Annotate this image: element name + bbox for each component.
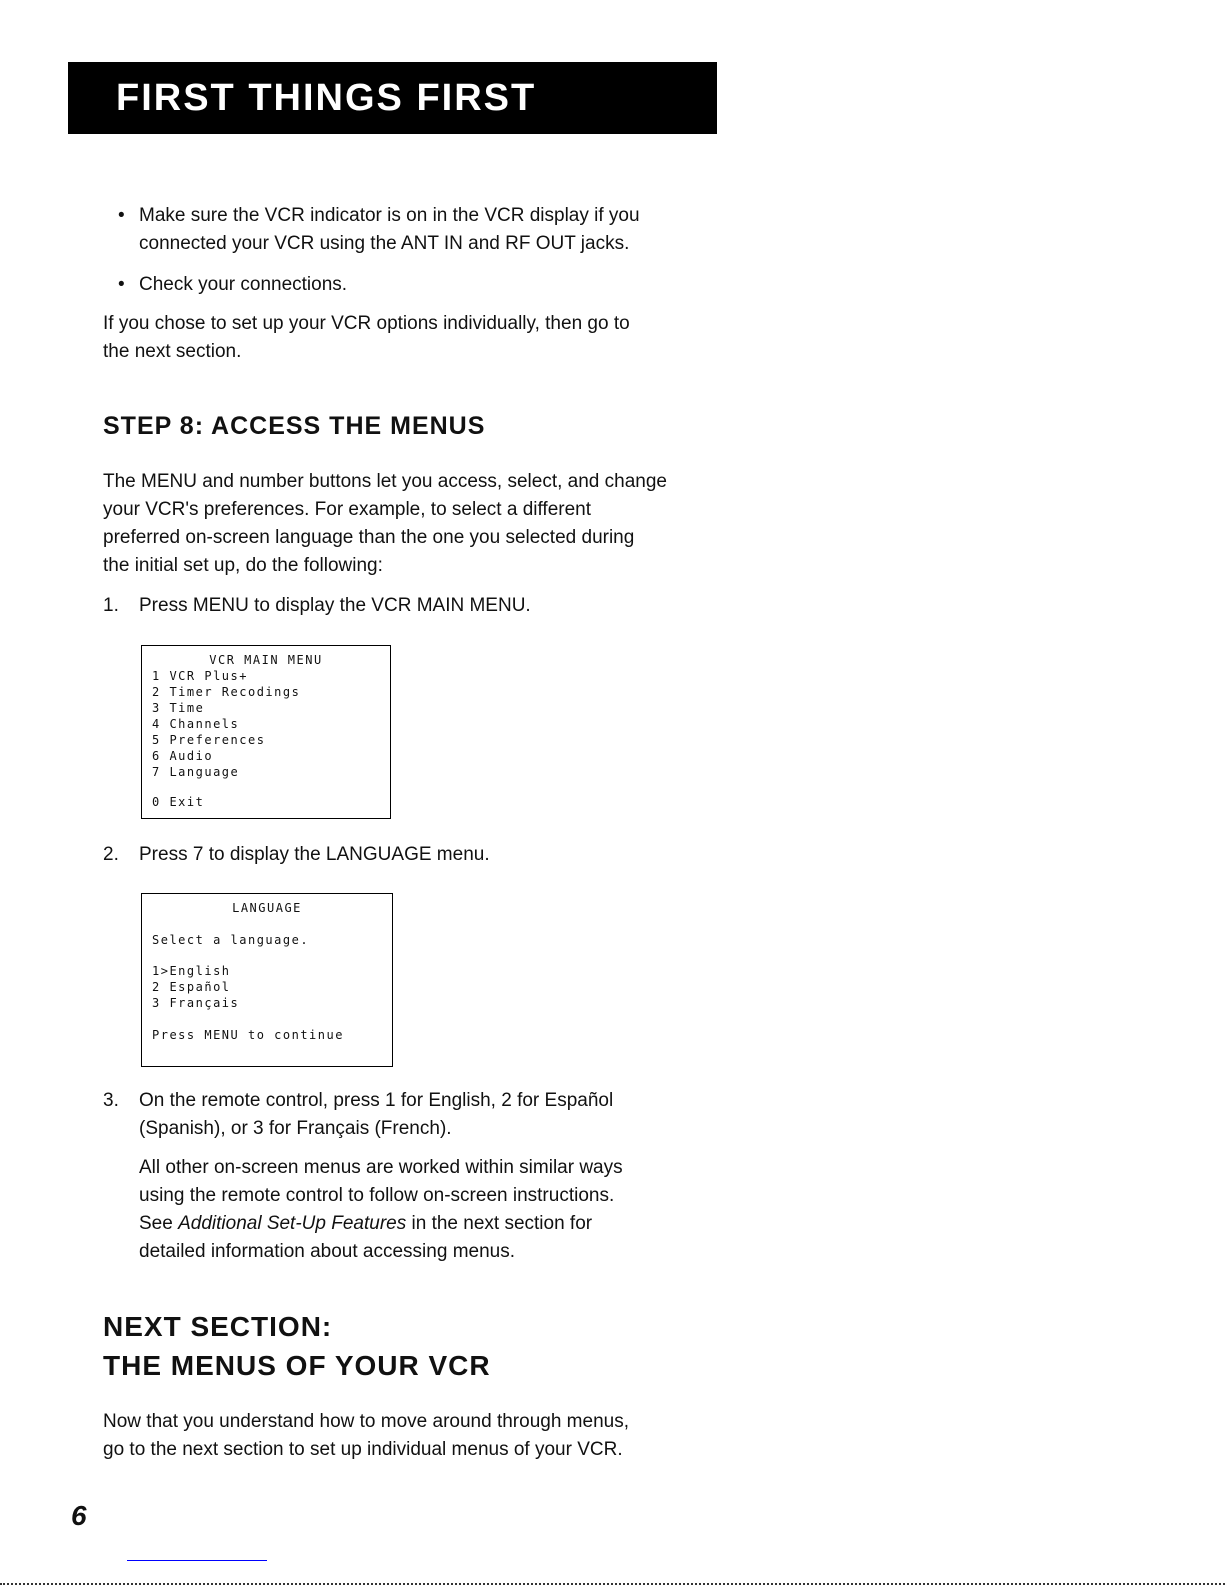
menu-item: 4 Channels [152, 717, 240, 731]
menu-item: 3 Time [152, 701, 205, 715]
intro-paragraph [103, 310, 630, 366]
page-number: 6 [71, 1500, 87, 1531]
heading-line: THE MENUS OF YOUR VCR [103, 1350, 491, 1381]
text-line [139, 1210, 759, 1238]
text-line: using the remote control to follow on-screen instructions. [139, 1185, 615, 1206]
step-text: Press 7 to display the LANGUAGE menu. [139, 844, 490, 865]
note-paragraph [139, 1154, 759, 1266]
text-span: in the next section for [406, 1213, 593, 1234]
menu-item: 6 Audio [152, 749, 214, 763]
text-line: Make sure the VCR indicator is on in the VCR display if you [139, 205, 640, 226]
text-line: the next section. [103, 341, 242, 362]
step8-paragraph [103, 468, 667, 580]
menu-item-exit: 0 Exit [152, 795, 205, 809]
heading-line: NEXT SECTION: [103, 1311, 333, 1342]
text-line: connected your VCR using the ANT IN and RF OUT jacks. [139, 233, 630, 254]
link-underline [127, 1560, 267, 1561]
next-section-paragraph [103, 1408, 629, 1464]
step-number: 1. [103, 595, 119, 616]
menu-item: 2 Español [152, 980, 231, 994]
bullet-icon: • [118, 274, 125, 295]
step-text: (Spanish), or 3 for Français (French). [139, 1118, 452, 1139]
menu-item: 1 VCR Plus+ [152, 669, 248, 683]
text-line: preferred on-screen language than the one you selected during [103, 527, 635, 548]
menu-item: 2 Timer Recodings [152, 685, 301, 699]
bullet-icon: • [118, 205, 125, 226]
step-3 [103, 1087, 743, 1143]
step8-heading: STEP 8: ACCESS THE MENUS [103, 412, 486, 440]
text-line: detailed information about accessing menus. [139, 1241, 516, 1262]
text-line: Check your connections. [139, 274, 348, 295]
menu-title: LANGUAGE [232, 901, 302, 915]
step-number: 3. [103, 1090, 119, 1111]
next-section-heading [103, 1307, 491, 1385]
text-line: Now that you understand how to move around through menus, [103, 1411, 629, 1432]
menu-item: 5 Preferences [152, 733, 266, 747]
step-text: On the remote control, press 1 for English, 2 for Español [139, 1090, 614, 1111]
menu-footer: Press MENU to continue [152, 1028, 344, 1042]
menu-prompt: Select a language. [152, 933, 310, 947]
cross-reference: Additional Set-Up Features [178, 1213, 407, 1234]
text-span: See [139, 1213, 179, 1234]
text-line: go to the next section to set up individual menus of your VCR. [103, 1439, 623, 1460]
step-2 [103, 841, 723, 869]
menu-title: VCR MAIN MENU [209, 653, 323, 667]
text-line: If you chose to set up your VCR options individually, then go to [103, 313, 630, 334]
menu-item: 7 Language [152, 765, 240, 779]
step-number: 2. [103, 844, 119, 865]
language-menu-screen [141, 893, 393, 1067]
step-text: Press MENU to display the VCR MAIN MENU. [139, 595, 531, 616]
text-line: your VCR's preferences. For example, to select a different [103, 499, 591, 520]
text-line: the initial set up, do the following: [103, 555, 383, 576]
menu-item: 3 Français [152, 996, 240, 1010]
menu-item: 1>English [152, 964, 231, 978]
step-1 [103, 592, 723, 620]
section-header: FIRST THINGS FIRST [68, 62, 717, 134]
vcr-main-menu-screen [141, 645, 391, 819]
text-line: All other on-screen menus are worked within similar ways [139, 1157, 623, 1178]
text-line: The MENU and number buttons let you access, select, and change [103, 471, 667, 492]
